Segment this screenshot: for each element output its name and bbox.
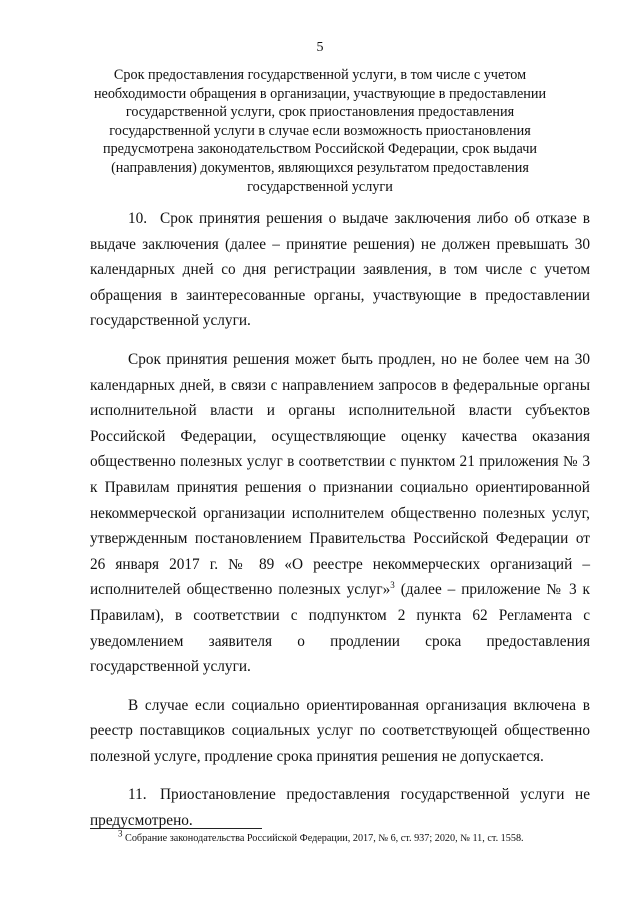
- document-body: [90, 206, 590, 847]
- footnote-text: Собрание законодательства Российской Федерации, 2017, № 6, ст. 937; 2020, № 11, ст. 1558.: [122, 833, 524, 844]
- footnote-reference: 3: [390, 580, 395, 591]
- item-number: 10.: [128, 210, 148, 227]
- paragraph-11: [90, 782, 590, 833]
- section-heading: Срок предоставления государственной услуги, в том числе с учетом необходимости обращения в организации, участвующие в предоставлении государственной услуги, срок приостановления предоставления государственной услуги в случае если возможность приостановления предусмотрена законодательством Российской Федерации, срок выдачи (направления) документов, являющихся результатом предоставления государственной услуги: [93, 67, 547, 195]
- paragraph-text: В случае если социально ориентированная организация включена в реестр поставщиков социальных услуг по соответствующей общественно полезной услуге, продление срока принятия решения не допускается.: [90, 696, 590, 765]
- item-number: 11.: [128, 786, 147, 804]
- footnote: [118, 828, 588, 845]
- paragraph-10: [90, 206, 590, 334]
- paragraph-text: Приостановление предоставления государственной услуги не предусмотрено.: [90, 786, 590, 830]
- page-number: 5: [316, 40, 324, 55]
- footnote-divider: [90, 828, 262, 829]
- paragraph-extension: [90, 347, 590, 680]
- paragraph-text: Срок принятия решения о выдаче заключения либо об отказе в выдаче заключения (далее – принятие решения) не должен превышать 30 календарных дней со дня регистрации заявления, в том числе с учетом обращения в заинтересованные органы, участвующие в предоставлении государственной услуги.: [90, 210, 590, 330]
- paragraph-text: Срок принятия решения может быть продлен, но не более чем на 30 календарных дней, в связи с направлением запросов в федеральные органы исполнительной власти и органы исполнительной власти субъектов Российской Федерации, осуществляющие оценку качества оказания общественно полезных услуг в соответствии с пунктом 21 приложения № 3 к Правилам принятия решения о признании социально ориентированной некоммерческой организации исполнителем общественно полезных услуг, утвержденным постановлением Правительства Российской Федерации от 26 января 2017 г. № 89 «О реестре некоммерческих организаций – исполнителей общественно полезных услуг»: [90, 350, 590, 599]
- footnote-marker: 3: [118, 828, 123, 839]
- paragraph-registry: [90, 693, 590, 770]
- paragraph-text-continued: (далее – приложение № 3 к Правилам), в соответствии с подпунктом 2 пункта 62 Регламента с уведомлением заявителя о продлении срока предоставления государственной услуги.: [90, 581, 590, 676]
